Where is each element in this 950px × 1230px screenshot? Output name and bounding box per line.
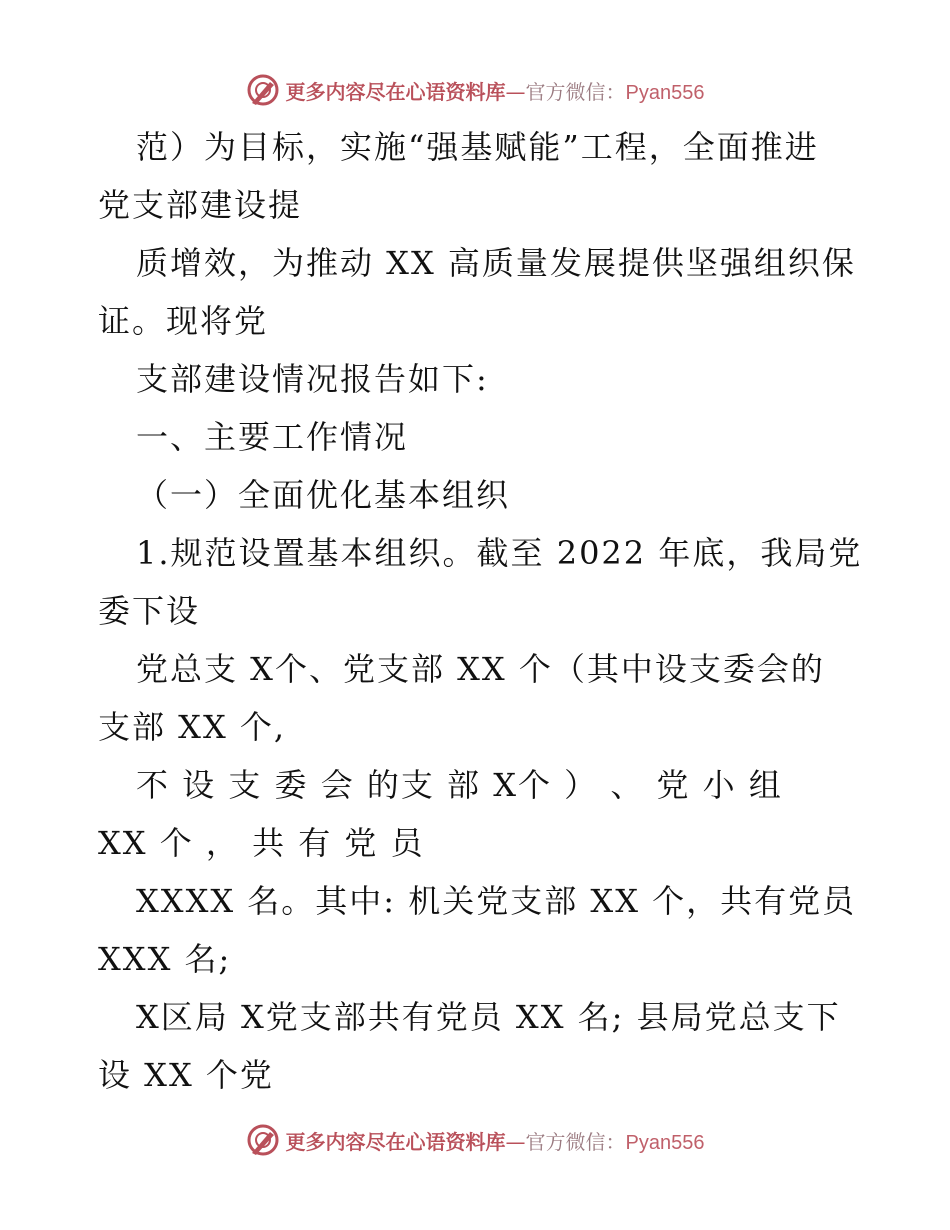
text-line: 委下设: [98, 592, 201, 630]
text-line: 1.规范设置基本组织。截至 2022 年底，我局党: [136, 534, 863, 572]
text-line: 不 设 支 委 会 的支 部 X个 ） 、 党 小 组: [136, 766, 783, 804]
watermark-footer: [0, 1120, 950, 1160]
watermark-wechat-id: Pyan556: [625, 81, 705, 104]
text-line: 支部 XX 个,: [98, 708, 287, 746]
text-line: 证。现将党: [98, 302, 269, 340]
text-line: 设 XX 个党: [98, 1056, 274, 1094]
text-line: XX 个 ， 共 有 党 员: [98, 824, 425, 862]
text-line: 范）为目标，实施“强基赋能”工程，全面推进: [136, 128, 819, 166]
watermark-wechat-id: Pyan556: [625, 1131, 705, 1154]
pen-logo-icon: [246, 1123, 280, 1157]
watermark-label: 官方微信：: [525, 1129, 626, 1154]
watermark-header: [0, 70, 950, 110]
section-heading: 一、主要工作情况: [136, 418, 409, 456]
watermark-separator: —: [505, 1129, 526, 1154]
watermark-main-text: 更多内容尽在心语资料库: [285, 1129, 506, 1154]
text-line: X区局 X党支部共有党员 XX 名; 县局党总支下: [136, 998, 841, 1036]
text-line: 党总支 X个、党支部 XX 个（其中设支委会的: [136, 650, 825, 688]
text-line: 质增效，为推动 XX 高质量发展提供坚强组织保: [136, 244, 856, 282]
text-line: 党支部建设提: [98, 186, 303, 224]
watermark-main-text: 更多内容尽在心语资料库: [285, 79, 506, 104]
text-line: 支部建设情况报告如下:: [136, 360, 489, 398]
watermark-label: 官方微信：: [525, 79, 626, 104]
subsection-heading: （一）全面优化基本组织: [136, 476, 511, 514]
document-body: [98, 118, 863, 1104]
text-line: XXX 名;: [98, 940, 232, 978]
text-line: XXXX 名。其中: 机关党支部 XX 个，共有党员: [136, 882, 857, 920]
watermark-separator: —: [505, 79, 526, 104]
pen-logo-icon: [246, 73, 280, 107]
